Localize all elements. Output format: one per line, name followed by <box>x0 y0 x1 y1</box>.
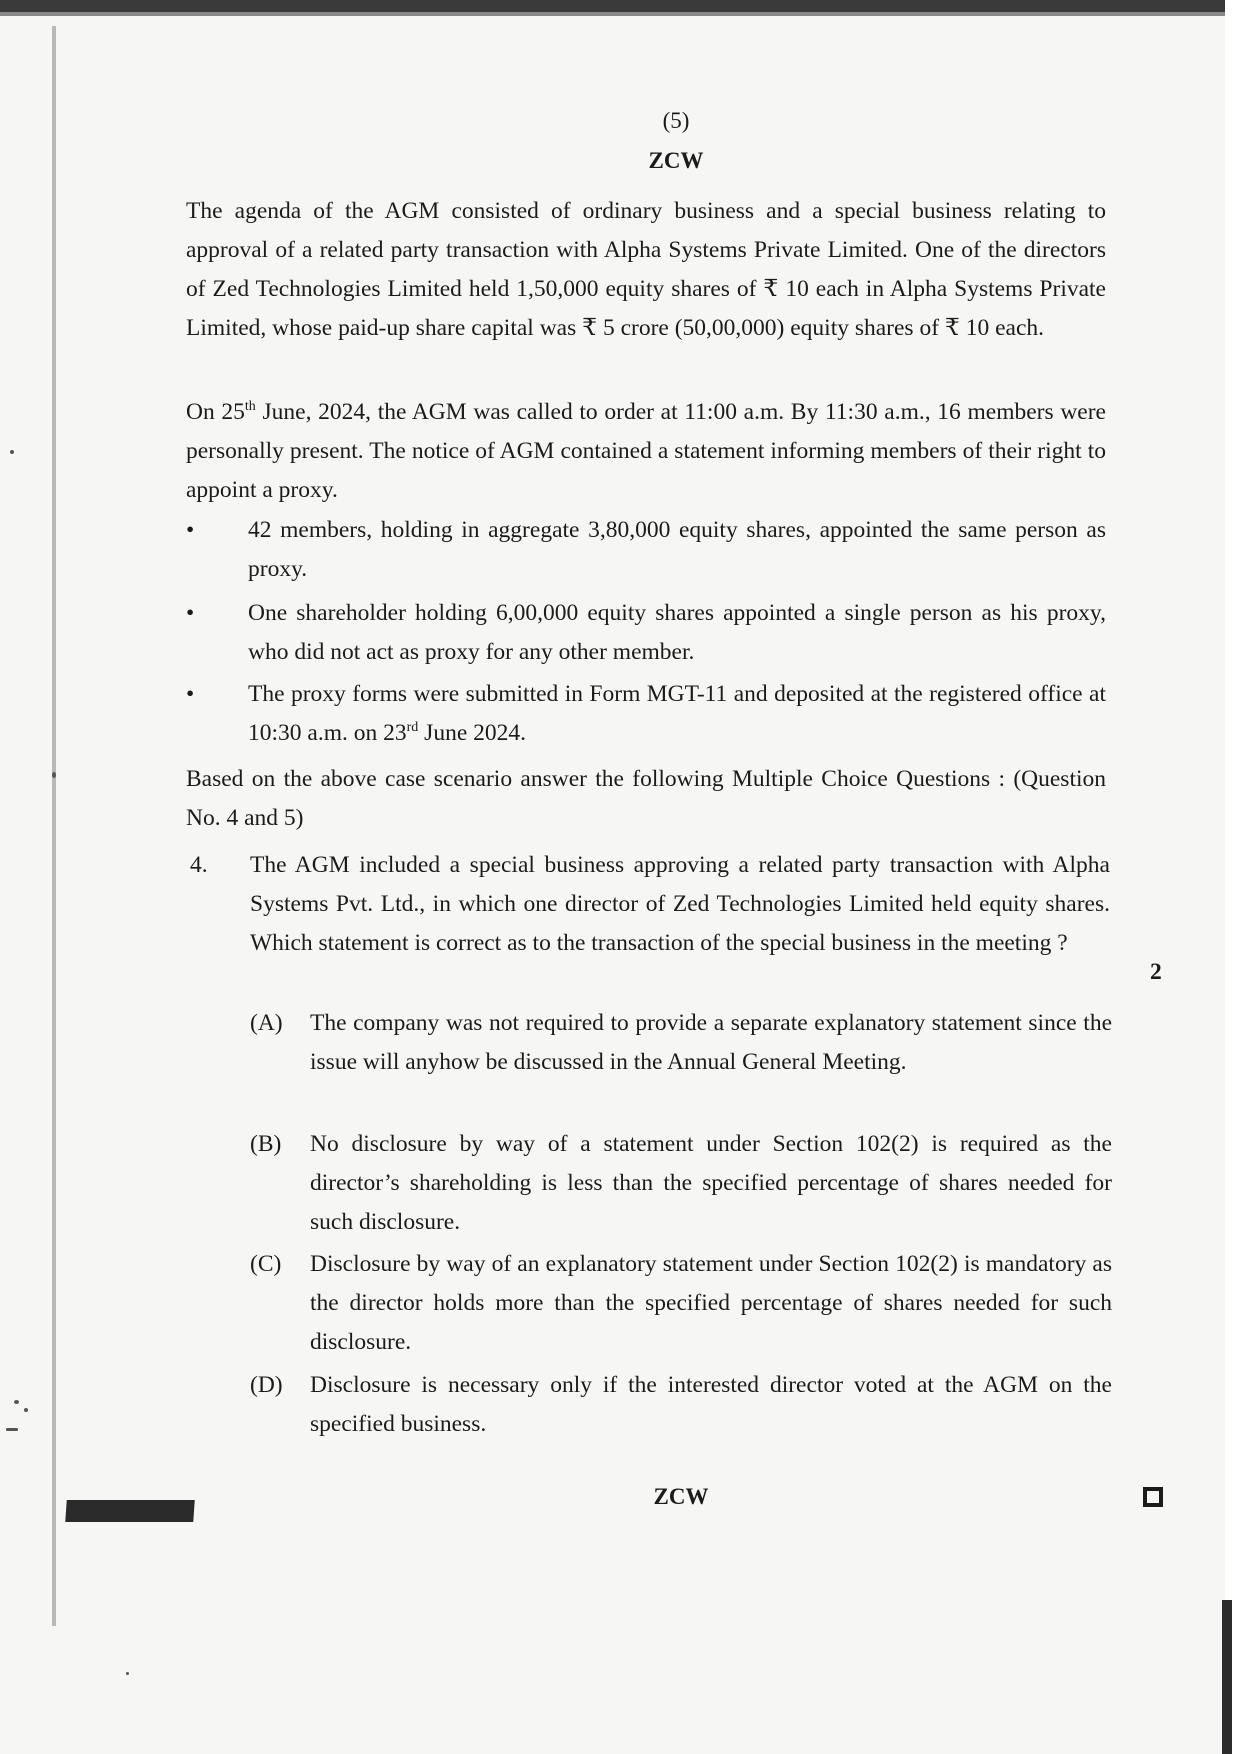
option-text: Disclosure by way of an explanatory statement under Section 102(2) is mandatory as the director holds more than the specified percentage of shares needed for such disclosure. <box>310 1251 1112 1355</box>
option-text: Disclosure is necessary only if the interested director voted at the AGM on the specified business. <box>310 1372 1112 1437</box>
scan-top-border-shadow <box>0 12 1225 16</box>
case-paragraph-agm <box>186 393 1106 510</box>
ordinal-suffix: th <box>244 399 256 415</box>
instruction-text: Based on the above case scenario answer the following Multiple Choice Questions : (Question No. 4 and 5) <box>186 766 1106 831</box>
bullet-text: One shareholder holding 6,00,000 equity shares appointed a single person as his proxy, who did not act as proxy for any other member. <box>248 600 1106 665</box>
bullet-text: 42 members, holding in aggregate 3,80,000 equity shares, appointed the same person as proxy. <box>248 517 1106 582</box>
case-paragraph-agenda: The agenda of the AGM consisted of ordinary business and a special business relating to approval of a related party transaction with Alpha Systems Private Limited. One of the directors of Zed Technologies Limited held 1,50,000 equity shares of ₹ 10 each in Alpha Systems Private Limited, whose paid-up share capital was ₹ 5 crore (50,00,000) equity shares of ₹ 10 each. <box>186 198 1106 341</box>
scan-right-edge-shadow <box>1222 1600 1232 1754</box>
option-text: No disclosure by way of a statement under Section 102(2) is required as the director’s shareholding is less than the specified percentage of shares needed for such disclosure. <box>310 1131 1112 1235</box>
page-number: (5) <box>662 108 690 133</box>
question-text: The AGM included a special business approving a related party transaction with Alpha Systems Pvt. Ltd., in which one director of Zed Technologies Limited held equity shares. Which statement is correct as to the transaction of the special business in the meeting ? <box>250 852 1110 956</box>
end-square-icon <box>1143 1487 1163 1507</box>
bullet-icon: • <box>186 681 195 707</box>
bullet-icon: • <box>186 517 195 543</box>
case-date-prefix: On 25 <box>186 399 245 425</box>
question-number: 4. <box>190 852 208 878</box>
paper-code-header: ZCW <box>648 148 704 173</box>
question-marks: 2 <box>1150 959 1162 985</box>
option-text: The company was not required to provide a separate explanatory statement since the issue will anyhow be discussed in the Annual General Meeting. <box>310 1010 1112 1075</box>
option-label: (A) <box>250 1010 283 1036</box>
bullet-icon: • <box>186 600 195 626</box>
option-label: (C) <box>250 1251 282 1277</box>
scan-top-border <box>0 0 1225 12</box>
option-label: (D) <box>250 1372 283 1398</box>
case-paragraph-agm-text: June, 2024, the AGM was called to order at 11:00 a.m. By 11:30 a.m., 16 members were personally present. The notice of AGM contained a statement informing members of their right to appoint a proxy. <box>186 399 1106 503</box>
bullet-text: The proxy forms were submitted in Form MGT-11 and deposited at the registered office at 10:30 a.m. on 23rd June 2024. <box>248 681 1106 746</box>
option-label: (B) <box>250 1131 282 1157</box>
page-left-edge <box>52 26 56 1626</box>
ordinal-suffix: rd <box>406 720 419 736</box>
paper-code-footer: ZCW <box>653 1484 709 1509</box>
